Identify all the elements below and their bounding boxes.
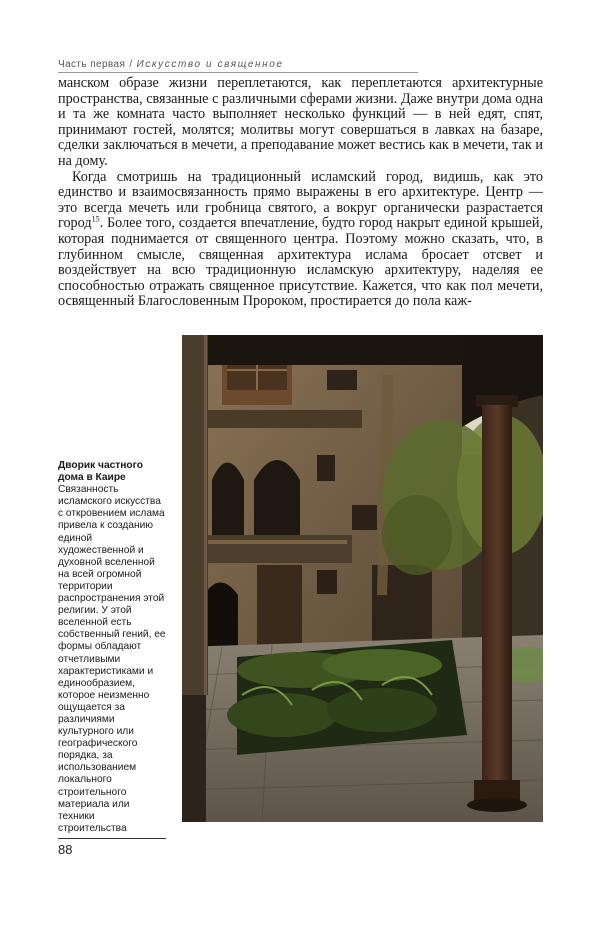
paragraph-1: манском образе жизни переплетаются, как переплетаются архитектурные пространства, связанные с различными сферами жизни. Даже внутри дома одна и та же комната часто выполняет несколько функций — в ней едят, спят, принимают гостей, молятся; молитвы могут совершаться в лавках на базаре, сделки заключаться в мечети, а преподавание может вестись как в мечети, так и на дому. — [58, 75, 543, 169]
running-head-separator: / — [129, 59, 133, 70]
main-text — [58, 76, 543, 310]
caption-text: Связанность исламского искусства с откровением ислама привела к созданию единой художественной и духовной вселенной на всей огромной территории распространения этой религии. У этой вселенной есть собственный гений, ее формы обладают отчетливыми характеристиками и единообразием, которое неизменно ощущается за различиями культурного или географического порядка, за использованием локального строительного материала или техники строительства — [58, 484, 166, 834]
header-rule — [58, 72, 418, 73]
page-number: 88 — [58, 842, 73, 857]
photo-caption — [58, 460, 166, 835]
footer-rule — [58, 838, 166, 839]
running-head-part: Часть первая — [58, 59, 126, 70]
footnote-ref: 15 — [91, 214, 100, 224]
courtyard-illustration — [182, 335, 543, 822]
paragraph-2-end: . Более того, создается впечатление, будто город накрыт единой крышей, которая поднимается от священного центра. Поэтому можно сказать, что, в глубинном смысле, священная архитектура ислама бросает отсвет и воздействует на всю традиционную исламскую архитектуру, наделяя ее способностью отражать священное присутствие. Кажется, что как пол мечети, освященный Благословенным Пророком, простирается до пола каж- — [58, 215, 543, 310]
caption-title: Дворик частного дома в Каире — [58, 460, 143, 484]
paragraph-2 — [58, 170, 543, 310]
paragraph-2-start: Когда смотришь на традиционный исламский город, видишь, как это единство и взаимосвязанность прямо выражены в его архитектуре. Центр — это всегда мечеть или гробница святого, а вокруг органически разрастается город — [58, 168, 543, 232]
running-head — [58, 59, 284, 70]
running-head-section: Искусство и священное — [136, 59, 284, 70]
courtyard-photo — [182, 335, 543, 822]
